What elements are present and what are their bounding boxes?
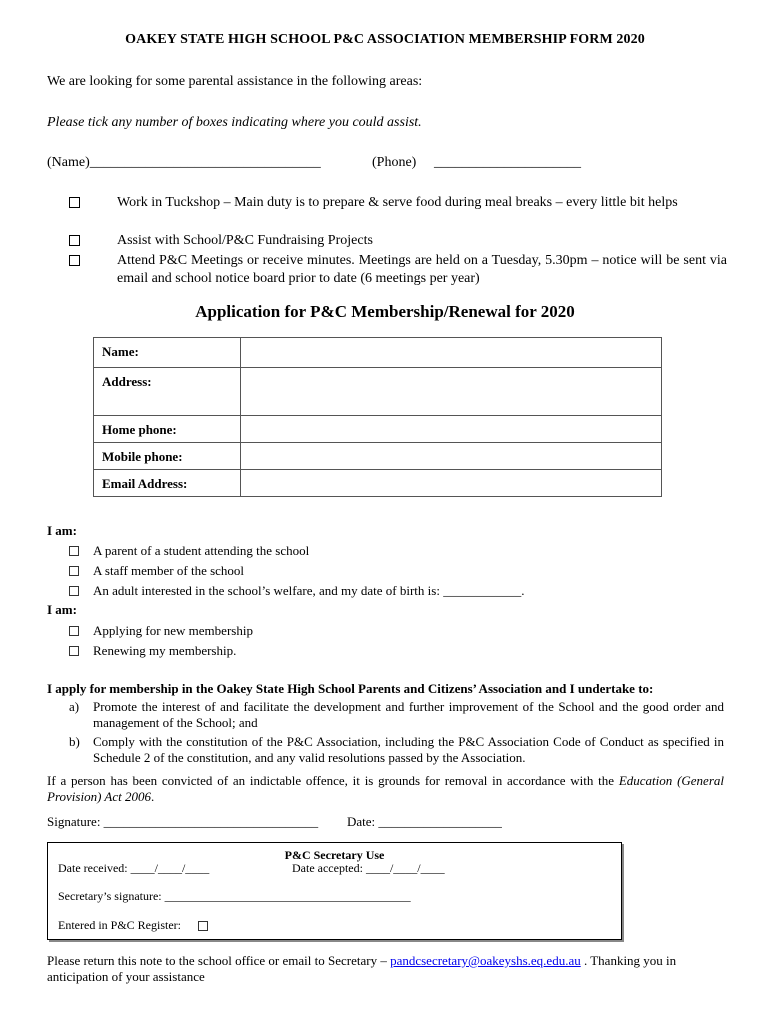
role-option-parent: A parent of a student attending the school (93, 543, 310, 558)
secretary-date-received[interactable]: Date received: ____/____/____ (58, 861, 210, 875)
application-heading: Application for P&C Membership/Renewal for 2020 (195, 302, 575, 321)
task-meetings: Attend P&C Meetings or receive minutes. Meetings are held on a Tuesday, 5.30pm – notice will be sent via email and school notice board prior to date (6 meetings per year) (117, 253, 727, 286)
signature-date-line[interactable]: Date: ___________________ (347, 814, 502, 829)
conviction-notice-act: Education (General Provision) Act 2006 (47, 773, 724, 804)
secretary-register-checkbox[interactable] (198, 921, 208, 931)
phone-line[interactable]: _____________________ (434, 155, 581, 170)
phone-label: (Phone) (372, 155, 417, 170)
membership-option-renew: Renewing my membership. (93, 643, 237, 658)
membership-checkbox-renew[interactable] (69, 646, 79, 656)
conviction-notice-prefix: If a person has been convicted of an indictable offence, it is grounds for removal in accordance with the (47, 773, 619, 788)
task-checkbox-meetings[interactable] (69, 255, 80, 266)
membership-heading: I am: (47, 602, 77, 617)
field-input-mobile-phone[interactable] (241, 443, 662, 470)
role-checkbox-adult[interactable] (69, 586, 79, 596)
undertaking-marker-b: b) (69, 734, 80, 749)
field-label-email: Email Address: (94, 470, 241, 497)
field-input-name[interactable] (241, 338, 662, 368)
instruction-text: Please tick any number of boxes indicating where you could assist. (47, 115, 422, 130)
task-checkbox-tuckshop[interactable] (69, 197, 80, 208)
conviction-notice-suffix: . (151, 789, 155, 804)
footer-text-after: . Thanking you in anticipation of your assistance (47, 953, 677, 984)
footer-text-before: Please return this note to the school office or email to Secretary – (47, 953, 391, 968)
field-label-mobile-phone: Mobile phone: (94, 443, 241, 470)
secretary-signature[interactable]: Secretary’s signature: _________________________________________ (58, 889, 411, 903)
field-label-address: Address: (94, 368, 241, 416)
role-heading: I am: (47, 523, 77, 538)
role-option-adult: An adult interested in the school’s welfare, and my date of birth is: ____________. (93, 583, 525, 598)
conviction-notice (47, 773, 724, 805)
role-checkbox-staff[interactable] (69, 566, 79, 576)
secretary-email-link[interactable]: pandcsecretary@oakeyshs.eq.edu.au (390, 953, 581, 968)
secretary-heading: P&C Secretary Use (284, 848, 385, 862)
field-input-address[interactable] (241, 368, 662, 416)
undertaking-item-b: Comply with the constitution of the P&C Association, including the P&C Association Code of Conduct as specified in Schedule 2 of the constitution, and any valid resolutions passed by the Association. (93, 734, 724, 765)
field-input-email[interactable] (241, 470, 662, 497)
task-tuckshop: Work in Tuckshop – Main duty is to prepare & serve food during meal breaks – every little bit helps (117, 195, 678, 210)
signature-line[interactable]: Signature: _________________________________ (47, 814, 319, 829)
name-line[interactable]: (Name)_________________________________ (47, 155, 321, 170)
footer-note (47, 953, 717, 985)
undertaking-item-a: Promote the interest of and facilitate the development and further improvement of the School and the good order and management of the School; and (93, 699, 724, 730)
field-label-name: Name: (94, 338, 241, 368)
form-title: OAKEY STATE HIGH SCHOOL P&C ASSOCIATION MEMBERSHIP FORM 2020 (125, 32, 645, 47)
membership-checkbox-new[interactable] (69, 626, 79, 636)
field-input-home-phone[interactable] (241, 416, 662, 443)
application-table (93, 337, 662, 497)
membership-option-new: Applying for new membership (93, 623, 253, 638)
secretary-register-label: Entered in P&C Register: (58, 918, 181, 932)
task-checkbox-fundraising[interactable] (69, 235, 80, 246)
role-checkbox-parent[interactable] (69, 546, 79, 556)
undertaking-heading: I apply for membership in the Oakey State High School Parents and Citizens’ Association and I undertake to: (47, 681, 654, 696)
field-label-home-phone: Home phone: (94, 416, 241, 443)
intro-text: We are looking for some parental assistance in the following areas: (47, 74, 423, 89)
task-fundraising: Assist with School/P&C Fundraising Projects (117, 233, 373, 248)
undertaking-marker-a: a) (69, 699, 80, 714)
role-option-staff: A staff member of the school (93, 563, 245, 578)
secretary-date-accepted[interactable]: Date accepted: ____/____/____ (292, 861, 445, 875)
